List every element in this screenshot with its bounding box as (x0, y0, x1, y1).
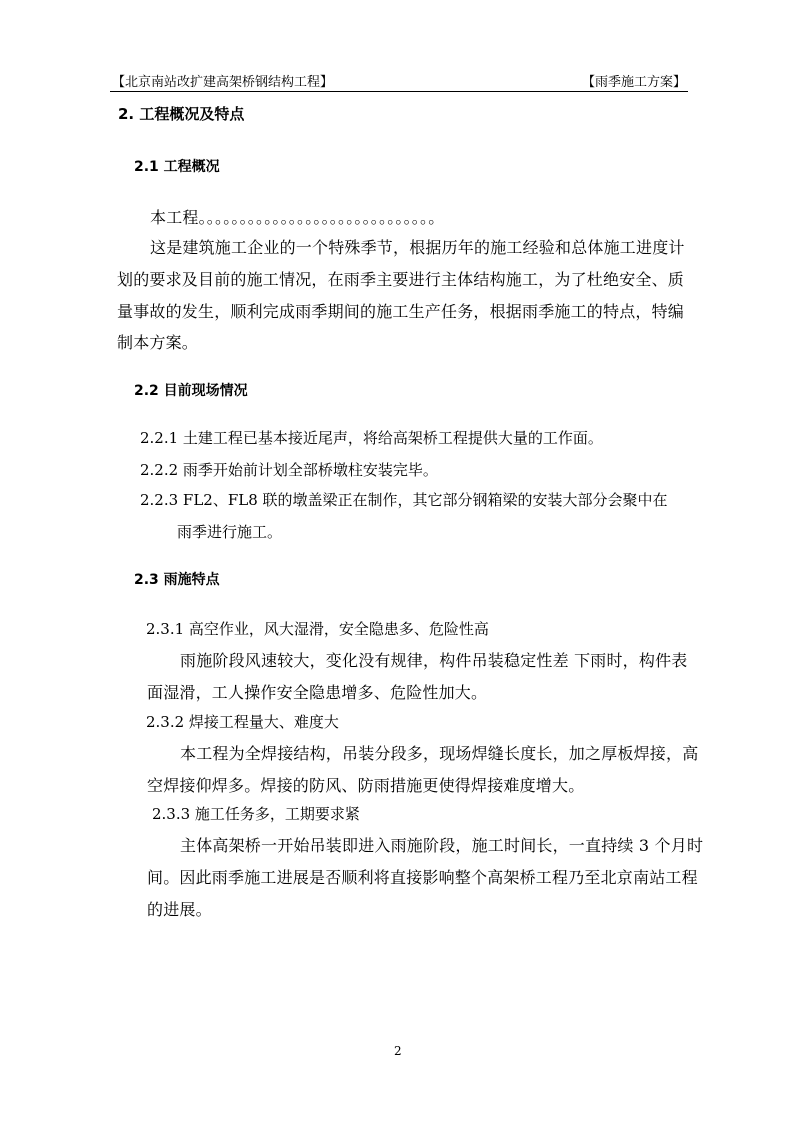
paragraph-line: 面湿滑，工人操作安全隐患增多、危险性加大。 (147, 683, 488, 702)
paragraph-line: 量事故的发生，顺利完成雨季期间的施工生产任务，根据雨季施工的特点，特编 (117, 302, 685, 321)
paragraph-line: 雨施阶段风速较大，变化没有规律，构件吊装稳定性差 下雨时，构件表 (180, 651, 688, 670)
subsection-heading-2-2: 2.2 目前现场情况 (134, 383, 248, 399)
list-item-continuation: 雨季进行施工。 (177, 523, 283, 541)
paragraph-line: 间。因此雨季施工进展是否顺利将直接影响整个高架桥工程乃至北京南站工程 (147, 868, 698, 887)
paragraph-line: 这是建筑施工企业的一个特殊季节，根据历年的施工经验和总体施工进度计 (150, 238, 685, 257)
subsection-heading-2-3: 2.3 雨施特点 (134, 572, 220, 588)
paragraph-line: 本工程。。。。。。。。。。。。。。。。。。。。。。。。。。。。。 (150, 208, 445, 227)
item-heading: 2.3.2 焊接工程量大、难度大 (146, 713, 339, 731)
item-heading: 2.3.1 高空作业，风大湿滑，安全隐患多、危险性高 (146, 620, 489, 638)
header-doc-title: 【雨季施工方案】 (581, 75, 686, 90)
list-item: 2.2.1 土建工程已基本接近尾声，将给高架桥工程提供大量的工作面。 (140, 429, 603, 447)
list-item: 2.2.3 FL2、FL8 联的墩盖梁正在制作，其它部分钢箱梁的安装大部分会聚中在 (140, 491, 668, 509)
page-number: 2 (394, 1044, 402, 1058)
paragraph-line: 主体高架桥一开始吊装即进入雨施阶段，施工时间长，一直持续 3 个月时 (180, 836, 704, 855)
paragraph-line: 制本方案。 (117, 333, 199, 352)
subsection-heading-2-1: 2.1 工程概况 (134, 159, 220, 175)
header-rule (110, 91, 688, 92)
section-heading: 2. 工程概况及特点 (118, 105, 245, 123)
paragraph-line: 的进展。 (147, 900, 212, 919)
paragraph-line: 空焊接仰焊多。焊接的防风、防雨措施更使得焊接难度增大。 (147, 776, 585, 795)
paragraph-line: 划的要求及目前的施工情况，在雨季主要进行主体结构施工，为了杜绝安全、质 (117, 270, 685, 289)
paragraph-line: 本工程为全焊接结构，吊装分段多，现场焊缝长度长，加之厚板焊接，高 (180, 744, 699, 763)
header-project-title: 【北京南站改扩建高架桥钢结构工程】 (112, 75, 334, 90)
list-item: 2.2.2 雨季开始前计划全部桥墩柱安装完毕。 (140, 461, 438, 479)
item-heading: 2.3.3 施工任务多，工期要求紧 (152, 805, 360, 823)
